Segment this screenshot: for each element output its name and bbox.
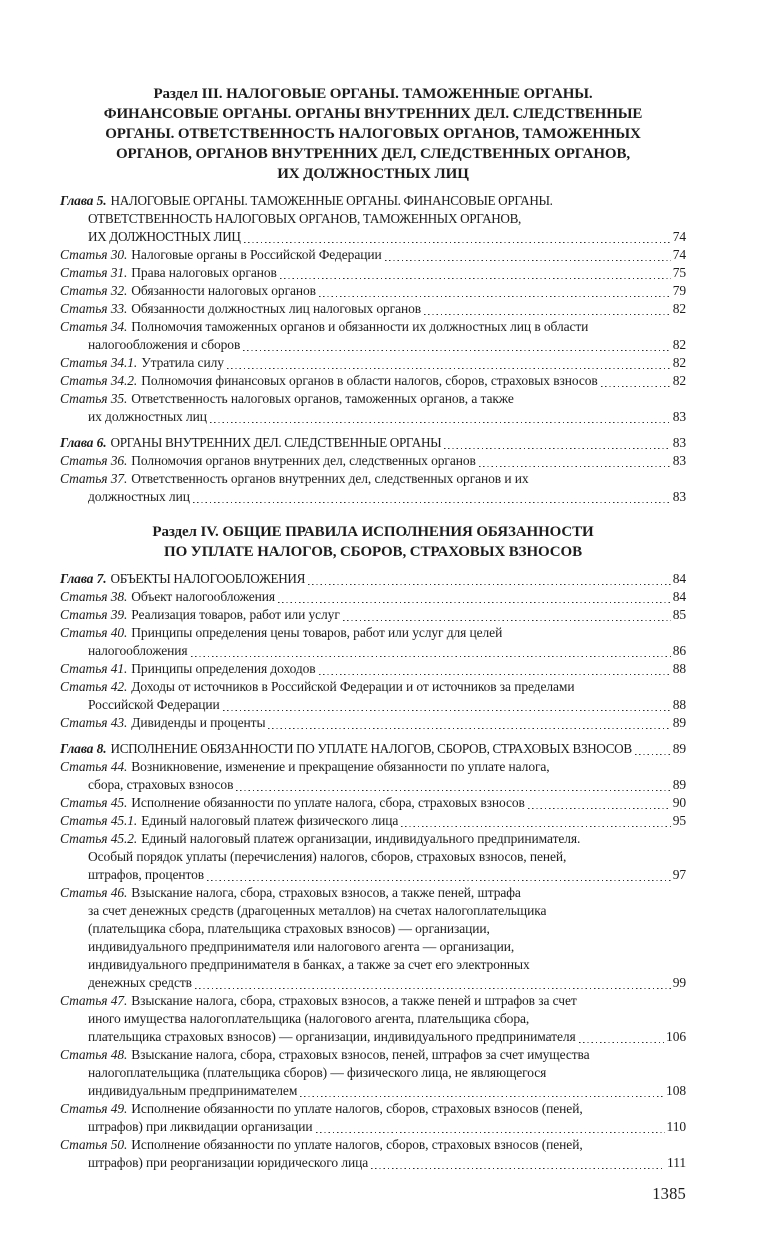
- entry-label: Статья 42.: [60, 679, 128, 694]
- entry-text: Единый налоговый платеж физического лица: [141, 813, 399, 828]
- entry-page-number: 83: [672, 489, 686, 504]
- entry-text: ИХ ДОЛЖНОСТНЫХ ЛИЦ: [88, 229, 241, 244]
- toc-entry: [60, 318, 686, 354]
- toc-entry: [60, 992, 686, 1046]
- dot-leader: [210, 422, 671, 423]
- toc-line: [60, 866, 686, 884]
- entry-text: плательщика страховых взносов) — организации, индивидуального предпринимателя: [88, 1029, 576, 1044]
- toc-line: [60, 1118, 686, 1136]
- entry-label: Статья 48.: [60, 1047, 128, 1062]
- toc-entry: [60, 264, 686, 282]
- entry-text: Полномочия таможенных органов и обязанности их должностных лиц в области: [131, 319, 589, 334]
- toc-entry: [60, 390, 686, 426]
- entry-label: Статья 30.: [60, 247, 128, 262]
- dot-leader: [280, 278, 671, 279]
- entry-page-number: 89: [672, 715, 686, 730]
- toc-entry: [60, 282, 686, 300]
- entry-page-number: 90: [672, 795, 686, 810]
- dot-leader: [268, 728, 670, 729]
- toc-line: [60, 1100, 686, 1118]
- entry-page-number: 97: [672, 867, 686, 882]
- page-number: 1385: [652, 1184, 686, 1203]
- entry-label: Статья 47.: [60, 993, 128, 1008]
- entry-text: Взыскание налога, сбора, страховых взносов, а также пеней, штрафа: [131, 885, 521, 900]
- toc-line: [60, 714, 686, 732]
- entry-text: Ответственность органов внутренних дел, следственных органов и их: [131, 471, 529, 486]
- dot-leader: [191, 656, 671, 657]
- entry-label: Статья 39.: [60, 607, 128, 622]
- section-title-line: ОРГАНЫ. ОТВЕТСТВЕННОСТЬ НАЛОГОВЫХ ОРГАНОВ, ТАМОЖЕННЫХ: [105, 126, 641, 142]
- entry-text: Доходы от источников в Российской Федерации и от источников за пределами: [131, 679, 575, 694]
- entry-text: Особый порядок уплаты (перечисления) налогов, сборов, страховых взносов, пеней,: [88, 849, 567, 864]
- entry-label: Глава 8.: [60, 741, 107, 756]
- toc-line: [60, 372, 686, 390]
- toc-line: [60, 354, 686, 372]
- toc-entry: [60, 794, 686, 812]
- section-title-iv: [60, 522, 686, 562]
- entry-text: Исполнение обязанности по уплате налогов, сборов, страховых взносов (пеней,: [131, 1101, 583, 1116]
- dot-leader: [319, 296, 671, 297]
- dot-leader: [371, 1168, 665, 1169]
- entry-text: ОРГАНЫ ВНУТРЕННИХ ДЕЛ. СЛЕДСТВЕННЫЕ ОРГАНЫ: [110, 435, 442, 450]
- entry-label: Статья 49.: [60, 1101, 128, 1116]
- entry-page-number: 75: [672, 265, 686, 280]
- entry-text: денежных средств: [88, 975, 192, 990]
- entry-page-number: 82: [672, 337, 686, 352]
- toc-line: [60, 902, 686, 920]
- dot-leader: [308, 584, 671, 585]
- toc-line: [60, 848, 686, 866]
- toc-entry: [60, 830, 686, 884]
- entry-text: Обязанности налоговых органов: [131, 283, 316, 298]
- entry-text: налогообложения: [88, 643, 188, 658]
- dot-leader: [300, 1096, 664, 1097]
- entry-label: Статья 40.: [60, 625, 128, 640]
- toc-entry: [60, 1136, 686, 1172]
- entry-text: Обязанности должностных лиц налоговых органов: [131, 301, 422, 316]
- toc-entry: [60, 660, 686, 678]
- entry-text: Взыскание налога, сбора, страховых взносов, пеней, штрафов за счет имущества: [131, 1047, 590, 1062]
- entry-text: Права налоговых органов: [131, 265, 277, 280]
- dot-leader: [223, 710, 671, 711]
- entry-page-number: 84: [672, 589, 686, 604]
- entry-text: штрафов, процентов: [88, 867, 205, 882]
- dot-leader: [243, 350, 670, 351]
- entry-text: штрафов) при ликвидации организации: [88, 1119, 313, 1134]
- entry-text: НАЛОГОВЫЕ ОРГАНЫ. ТАМОЖЕННЫЕ ОРГАНЫ. ФИНАНСОВЫЕ ОРГАНЫ.: [110, 193, 553, 208]
- entry-label: Статья 34.1.: [60, 355, 138, 370]
- entry-label: Статья 31.: [60, 265, 128, 280]
- toc-entry: [60, 1046, 686, 1100]
- toc-line: [60, 434, 686, 452]
- entry-label: Статья 41.: [60, 661, 128, 676]
- entry-page-number: 95: [672, 813, 686, 828]
- entry-text: Российской Федерации: [88, 697, 220, 712]
- section-title-line: ОРГАНОВ, ОРГАНОВ ВНУТРЕННИХ ДЕЛ, СЛЕДСТВЕННЫХ ОРГАНОВ,: [115, 146, 631, 162]
- toc-line: [60, 758, 686, 776]
- toc-line: [60, 588, 686, 606]
- toc-entry: [60, 452, 686, 470]
- toc-entry: [60, 624, 686, 660]
- toc-line: [60, 956, 686, 974]
- entry-page-number: 82: [672, 355, 686, 370]
- entry-page-number: 85: [672, 607, 686, 622]
- toc-entry: [60, 1100, 686, 1136]
- entry-page-number: 88: [672, 697, 686, 712]
- toc-line: [60, 1028, 686, 1046]
- toc-line: [60, 1136, 686, 1154]
- toc-line: [60, 624, 686, 642]
- entry-text: налогообложения и сборов: [88, 337, 241, 352]
- entry-text: Принципы определения доходов: [131, 661, 316, 676]
- toc-line: [60, 1046, 686, 1064]
- toc-entry: [60, 434, 686, 452]
- toc-entry: [60, 812, 686, 830]
- section-title-line: ПО УПЛАТЕ НАЛОГОВ, СБОРОВ, СТРАХОВЫХ ВЗНОСОВ: [164, 544, 582, 560]
- section-title-line: ФИНАНСОВЫЕ ОРГАНЫ. ОРГАНЫ ВНУТРЕННИХ ДЕЛ. СЛЕДСТВЕННЫЕ: [103, 106, 643, 122]
- toc-entry: [60, 246, 686, 264]
- dot-leader: [278, 602, 671, 603]
- dot-leader: [316, 1132, 665, 1133]
- entry-text: штрафов) при реорганизации юридического лица: [88, 1155, 369, 1170]
- toc-entry: [60, 606, 686, 624]
- toc-entry: [60, 758, 686, 794]
- dot-leader: [236, 790, 670, 791]
- entry-page-number: 99: [672, 975, 686, 990]
- toc-line: [60, 1154, 686, 1172]
- entry-text: Принципы определения цены товаров, работ или услуг для целей: [131, 625, 503, 640]
- toc-line: [60, 282, 686, 300]
- toc-line: [60, 660, 686, 678]
- dot-leader: [444, 448, 670, 449]
- toc-line: [60, 228, 686, 246]
- toc-line: [60, 794, 686, 812]
- dot-leader: [244, 242, 671, 243]
- entry-page-number: 74: [672, 229, 686, 244]
- entry-page-number: 106: [666, 1029, 686, 1044]
- entry-text: за счет денежных средств (драгоценных металлов) на счетах налогоплательщика: [88, 903, 547, 918]
- entry-page-number: 82: [672, 301, 686, 316]
- toc-line: [60, 830, 686, 848]
- entry-text: Налоговые органы в Российской Федерации: [131, 247, 382, 262]
- entry-label: Статья 33.: [60, 301, 128, 316]
- entry-text: Единый налоговый платеж организации, индивидуального предпринимателя.: [141, 831, 581, 846]
- toc-line: [60, 974, 686, 992]
- toc-entry: [60, 570, 686, 588]
- toc-line: [60, 264, 686, 282]
- toc-entry: [60, 372, 686, 390]
- toc-line: [60, 488, 686, 506]
- section-title-line: Раздел IV. ОБЩИЕ ПРАВИЛА ИСПОЛНЕНИЯ ОБЯЗАННОСТИ: [152, 524, 594, 540]
- entry-label: Статья 37.: [60, 471, 128, 486]
- toc-entry: [60, 714, 686, 732]
- dot-leader: [385, 260, 671, 261]
- entry-page-number: 86: [672, 643, 686, 658]
- entry-label: Статья 36.: [60, 453, 128, 468]
- entry-text: должностных лиц: [88, 489, 190, 504]
- entry-page-number: 74: [672, 247, 686, 262]
- entry-page-number: 82: [672, 373, 686, 388]
- entry-page-number: 108: [666, 1083, 686, 1098]
- toc-line: [60, 470, 686, 488]
- entry-label: Статья 34.: [60, 319, 128, 334]
- entry-label: Статья 34.2.: [60, 373, 138, 388]
- toc-line: [60, 300, 686, 318]
- toc-line: [60, 318, 686, 336]
- entry-page-number: 83: [672, 453, 686, 468]
- entry-page-number: 111: [667, 1155, 686, 1170]
- toc-line: [60, 336, 686, 354]
- entry-label: Статья 35.: [60, 391, 128, 406]
- dot-leader: [343, 620, 671, 621]
- entry-text: ОБЪЕКТЫ НАЛОГООБЛОЖЕНИЯ: [110, 571, 306, 586]
- entry-label: Статья 38.: [60, 589, 128, 604]
- toc-line: [60, 740, 686, 758]
- entry-label: Глава 7.: [60, 571, 107, 586]
- toc-line: [60, 992, 686, 1010]
- dot-leader: [579, 1042, 664, 1043]
- entry-text: налогоплательщика (плательщика сборов) — физического лица, не являющегося: [88, 1065, 547, 1080]
- entry-text: Возникновение, изменение и прекращение обязанности по уплате налога,: [131, 759, 550, 774]
- entry-text: ИСПОЛНЕНИЕ ОБЯЗАННОСТИ ПО УПЛАТЕ НАЛОГОВ, СБОРОВ, СТРАХОВЫХ ВЗНОСОВ: [110, 741, 632, 756]
- entry-text: индивидуальным предпринимателем: [88, 1083, 298, 1098]
- toc-entry: [60, 300, 686, 318]
- entry-label: Статья 44.: [60, 759, 128, 774]
- toc-entry: [60, 192, 686, 246]
- toc-line: [60, 776, 686, 794]
- entry-label: Статья 45.: [60, 795, 128, 810]
- toc-line: [60, 570, 686, 588]
- toc-line: [60, 390, 686, 408]
- entry-text: индивидуального предпринимателя в банках, а также за счет его электронных: [88, 957, 530, 972]
- entry-text: Исполнение обязанности по уплате налогов, сборов, страховых взносов (пеней,: [131, 1137, 583, 1152]
- entry-page-number: 84: [672, 571, 686, 586]
- entry-label: Статья 46.: [60, 885, 128, 900]
- entry-text: иного имущества налогоплательщика (налогового агента, плательщика сбора,: [88, 1011, 530, 1026]
- toc-entry: [60, 470, 686, 506]
- toc-line: [60, 1082, 686, 1100]
- section-title-line: Раздел III. НАЛОГОВЫЕ ОРГАНЫ. ТАМОЖЕННЫЕ ОРГАНЫ.: [153, 86, 593, 102]
- entry-text: Ответственность налоговых органов, таможенных органов, а также: [131, 391, 514, 406]
- entry-text: их должностных лиц: [88, 409, 207, 424]
- toc-line: [60, 210, 686, 228]
- toc-entry: [60, 588, 686, 606]
- entry-page-number: 83: [672, 435, 686, 450]
- entry-text: Полномочия органов внутренних дел, следственных органов: [131, 453, 476, 468]
- entry-text: сбора, страховых взносов: [88, 777, 234, 792]
- entry-text: (плательщика сбора, плательщика страховых взносов) — организации,: [88, 921, 490, 936]
- dot-leader: [207, 880, 671, 881]
- section-title-iii: [60, 84, 686, 184]
- entry-label: Статья 45.1.: [60, 813, 138, 828]
- entry-page-number: 88: [672, 661, 686, 676]
- dot-leader: [319, 674, 671, 675]
- entry-text: Объект налогообложения: [131, 589, 275, 604]
- entry-label: Статья 43.: [60, 715, 128, 730]
- entry-page-number: 83: [672, 409, 686, 424]
- entry-label: Глава 6.: [60, 435, 107, 450]
- toc-line: [60, 1064, 686, 1082]
- toc-entry: [60, 884, 686, 992]
- entry-label: Статья 50.: [60, 1137, 128, 1152]
- toc-line: [60, 192, 686, 210]
- toc-content: [60, 84, 686, 1172]
- entry-page-number: 89: [672, 741, 686, 756]
- entry-page-number: 79: [672, 283, 686, 298]
- dot-leader: [528, 808, 671, 809]
- toc-line: [60, 246, 686, 264]
- toc-line: [60, 812, 686, 830]
- entry-label: Глава 5.: [60, 193, 107, 208]
- dot-leader: [227, 368, 671, 369]
- dot-leader: [401, 826, 670, 827]
- toc-line: [60, 696, 686, 714]
- entry-text: ОТВЕТСТВЕННОСТЬ НАЛОГОВЫХ ОРГАНОВ, ТАМОЖЕННЫХ ОРГАНОВ,: [88, 211, 521, 226]
- dot-leader: [479, 466, 671, 467]
- toc-line: [60, 642, 686, 660]
- toc-line: [60, 920, 686, 938]
- toc-line: [60, 452, 686, 470]
- dot-leader: [424, 314, 671, 315]
- entry-text: Полномочия финансовых органов в области налогов, сборов, страховых взносов: [141, 373, 598, 388]
- entry-text: Реализация товаров, работ или услуг: [131, 607, 340, 622]
- toc-line: [60, 606, 686, 624]
- toc-entry: [60, 354, 686, 372]
- entry-text: Взыскание налога, сбора, страховых взносов, а также пеней и штрафов за счет: [131, 993, 577, 1008]
- toc-entry: [60, 740, 686, 758]
- toc-line: [60, 408, 686, 426]
- section-title-line: ИХ ДОЛЖНОСТНЫХ ЛИЦ: [277, 166, 469, 182]
- toc-line: [60, 1010, 686, 1028]
- toc-line: [60, 938, 686, 956]
- toc-line: [60, 884, 686, 902]
- entry-text: Исполнение обязанности по уплате налога, сбора, страховых взносов: [131, 795, 525, 810]
- entry-text: Утратила силу: [141, 355, 224, 370]
- entry-page-number: 110: [666, 1119, 686, 1134]
- toc-entry: [60, 678, 686, 714]
- dot-leader: [193, 502, 671, 503]
- entry-page-number: 89: [672, 777, 686, 792]
- dot-leader: [601, 386, 671, 387]
- entry-text: Дивиденды и проценты: [131, 715, 266, 730]
- entry-text: индивидуального предпринимателя или налогового агента — организации,: [88, 939, 515, 954]
- entry-label: Статья 32.: [60, 283, 128, 298]
- dot-leader: [635, 754, 671, 755]
- entry-label: Статья 45.2.: [60, 831, 138, 846]
- dot-leader: [195, 988, 671, 989]
- toc-line: [60, 678, 686, 696]
